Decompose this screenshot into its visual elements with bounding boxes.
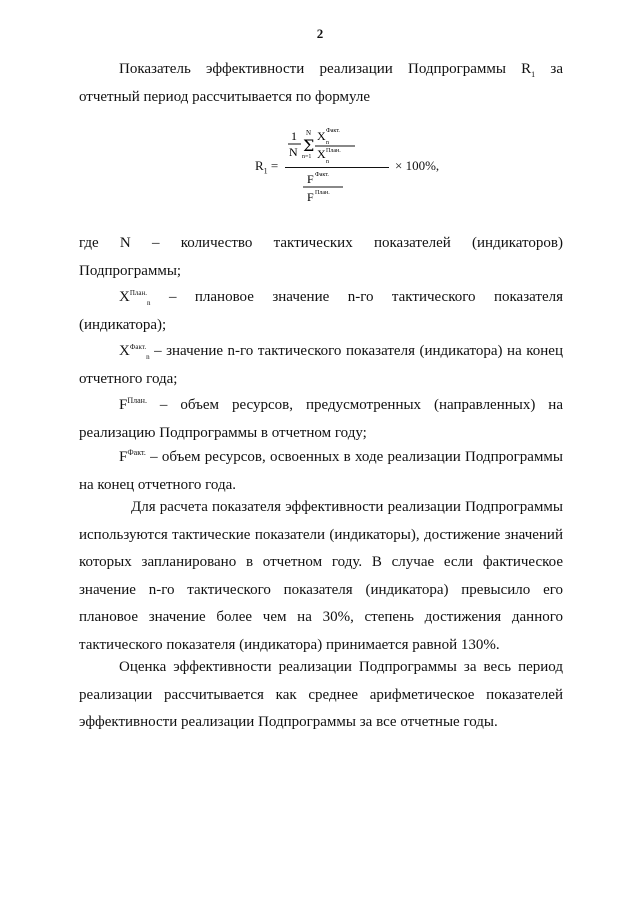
definition-x-fact: $X^{Факт.}_n$ – значение n-го тактического показателя (индикатора) на конец отчетного года;: [79, 343, 563, 387]
formula-numerator-svg: [285, 124, 389, 166]
formula-x-fact-sup: Факт.: [326, 128, 340, 134]
formula-x-fact: X: [317, 129, 326, 143]
page-number: 2: [316, 26, 324, 41]
formula-f-fact: F: [307, 172, 314, 186]
formula-f-plan-sup: План.: [315, 190, 330, 196]
definition-n: где N – количество тактических показателей (индикаторов) Подпрограммы;: [79, 235, 563, 279]
formula-sum-bottom: n=1: [302, 154, 312, 160]
intro-text-end: за отчетный период рассчитывается по формуле: [79, 61, 563, 105]
formula-x-fact-sub: n: [326, 140, 329, 146]
formula-main-line: [285, 167, 389, 168]
formula-numerator: [285, 124, 389, 164]
formula-n: N: [289, 145, 298, 159]
formula-sigma: Σ: [303, 136, 315, 155]
formula-f-fact-sup: Факт.: [315, 172, 329, 178]
definition-f-fact: $F^{Факт.}$ – объем ресурсов, освоенных в ходе реализации Подпрограммы на конец отчетного года.: [79, 448, 563, 493]
formula-denominator-svg: [285, 169, 389, 209]
intro-subscript: 1: [531, 70, 536, 79]
formula-lhs: $R_1$ =: [255, 158, 279, 176]
formula-f-plan: F: [307, 190, 314, 204]
formula-sum-top: N: [306, 129, 312, 137]
definition-f-plan: $F^{План.}$ – объем ресурсов, предусмотренных (направленных) на реализацию Подпрограммы в отчетном году;: [79, 396, 563, 441]
formula-x-plan-sup: План.: [326, 148, 341, 154]
formula-x-plan: X: [317, 147, 326, 161]
intro-text: Показатель эффективности реализации Подпрограммы R: [119, 61, 532, 77]
intro-paragraph: [79, 56, 563, 111]
formula-denominator: [285, 169, 389, 209]
definition-x-plan: $X^{План.}_n$ – плановое значение n-го тактического показателя (индикатора);: [79, 289, 563, 333]
formula: [255, 124, 445, 214]
overall-evaluation-paragraph: Оценка эффективности реализации Подпрограммы за весь период реализации рассчитывается как среднее арифметическое показателей эффективности реализации Подпрограммы за все отчетные годы.: [79, 659, 563, 731]
formula-tail: × 100%,: [395, 158, 440, 173]
formula-x-plan-sub: n: [326, 159, 329, 165]
tactical-indicators-paragraph: Для расчета показателя эффективности реализации Подпрограммы используются тактические показатели (индикаторы), достижение значений которых запланировано в отчетном году. В случае если фактическое значение n-го тактического показателя (индикатора) превысило его плановое значение более чем на 30%, степень достижения данного тактического показателя (индикатора) принимается равной 130%.: [79, 499, 563, 653]
formula-one: 1: [291, 129, 297, 143]
